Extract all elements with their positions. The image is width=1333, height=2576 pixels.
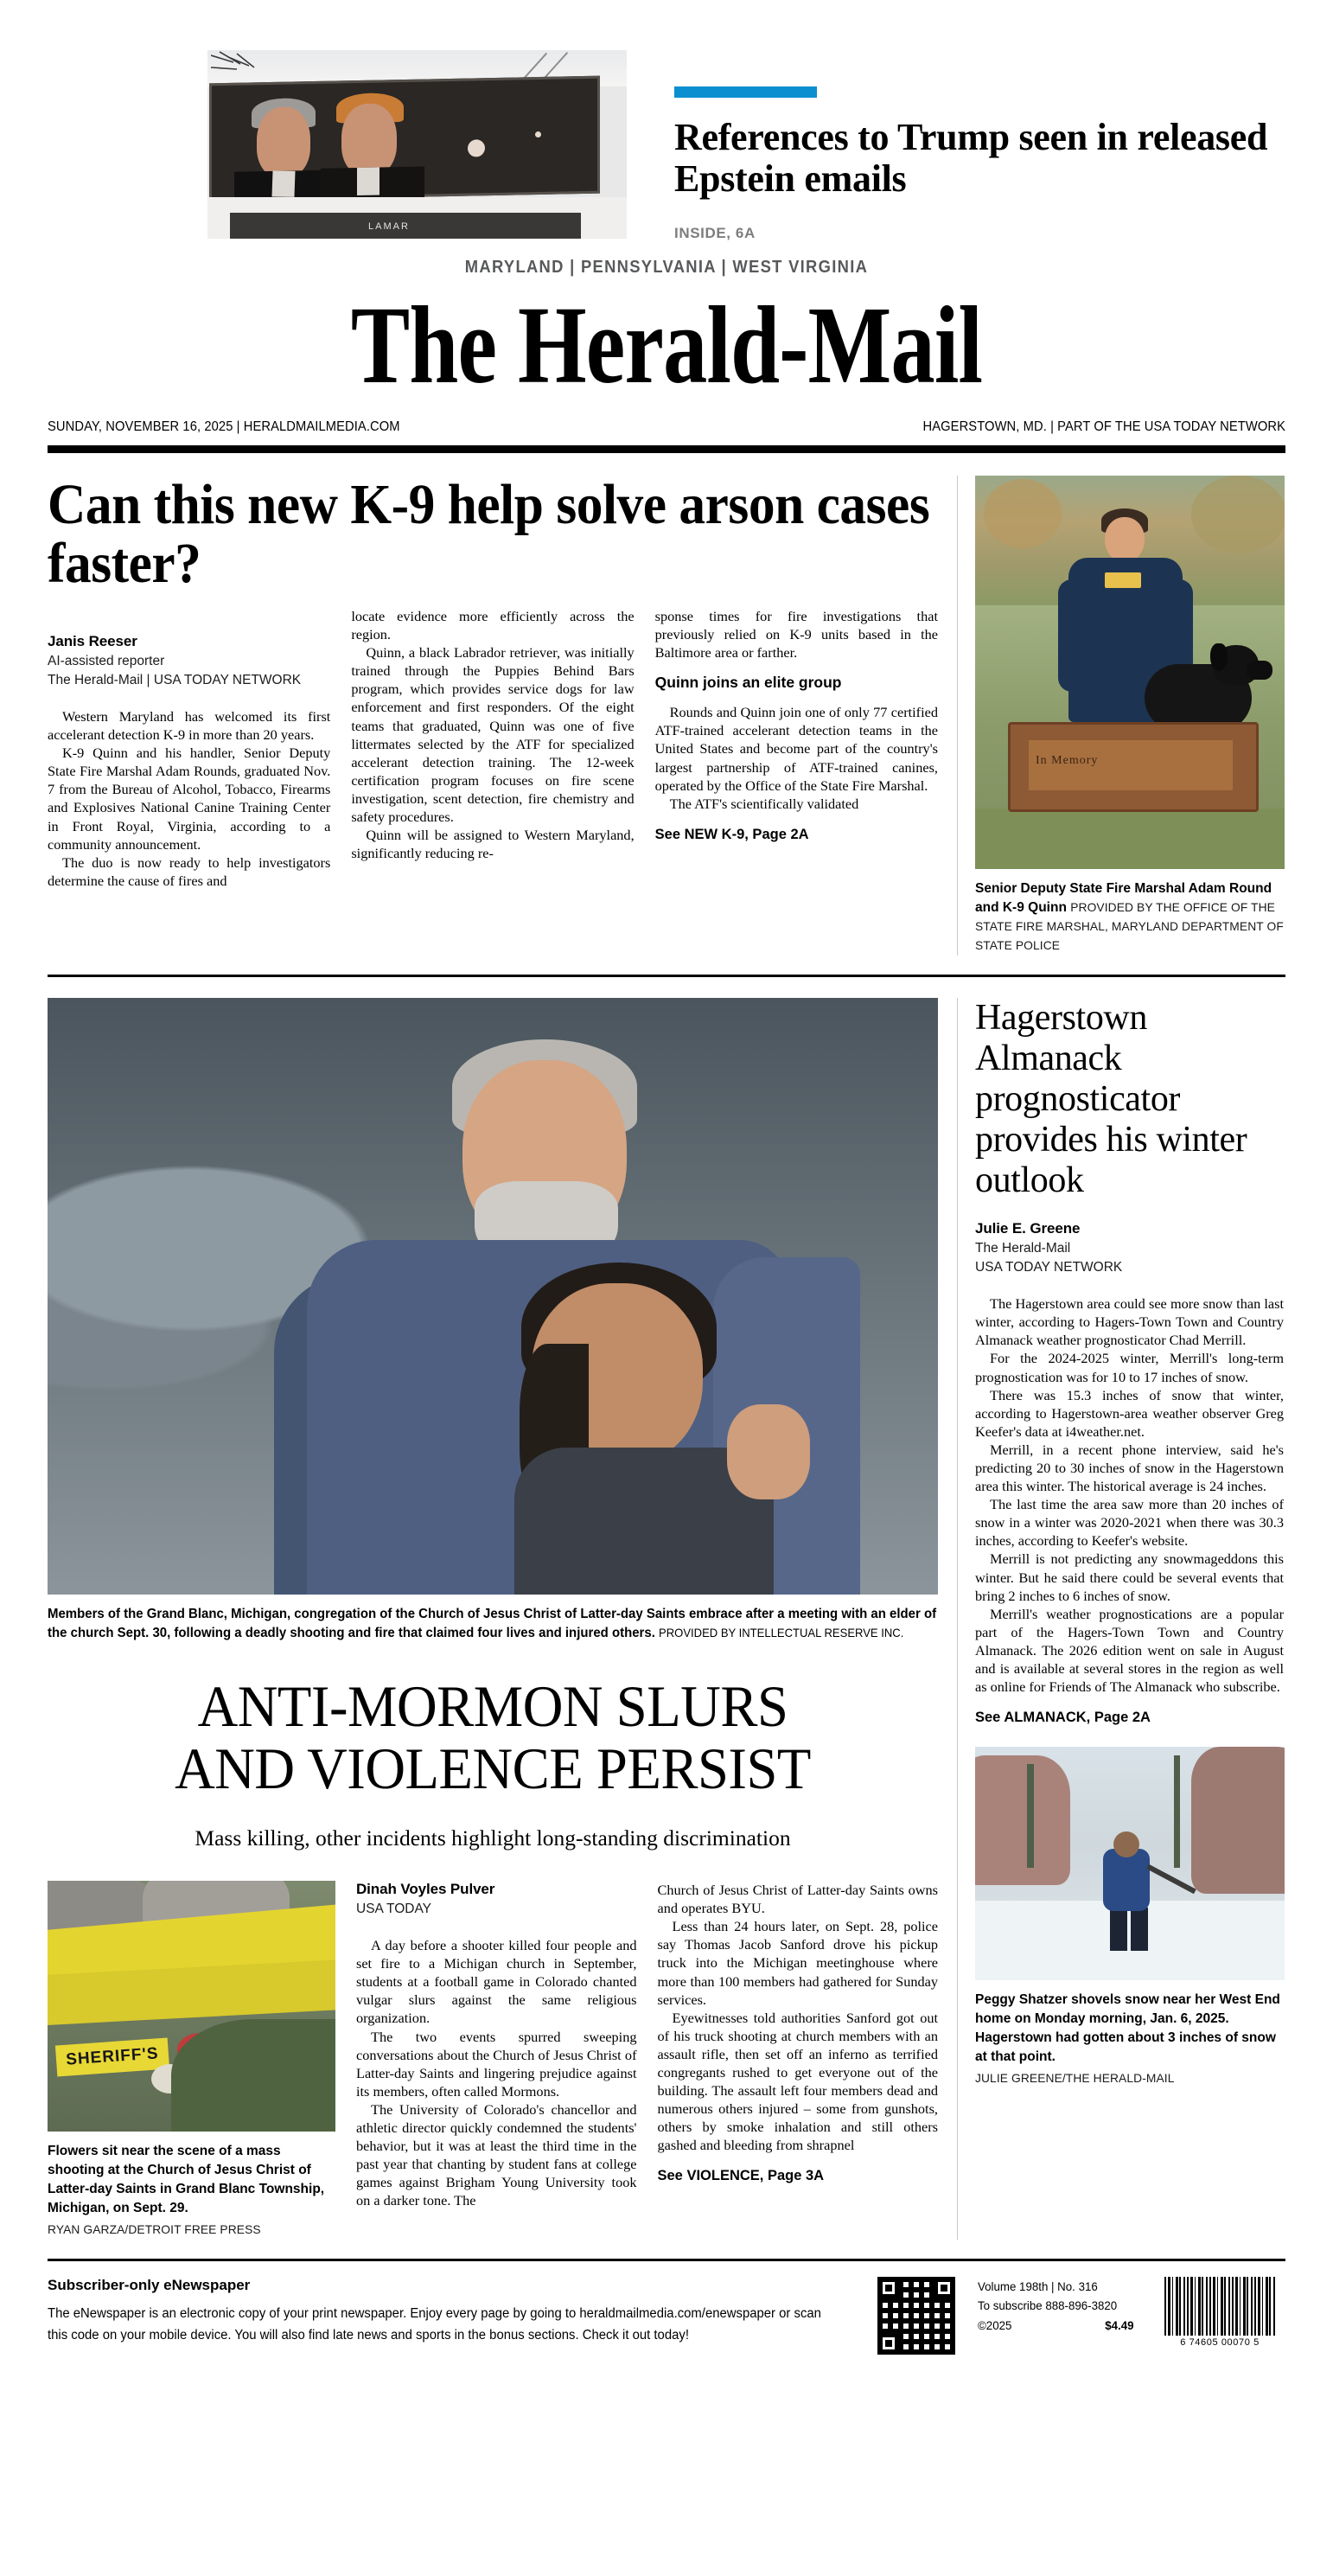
lead-jump-line[interactable]: See NEW K-9, Page 2A — [654, 826, 809, 842]
lead-columns — [48, 607, 938, 890]
lead-headline[interactable]: Can this new K-9 help solve arson cases faster? — [48, 473, 930, 595]
paragraph: Merrill, in a recent phone interview, said he's predicting 20 to 30 inches of snow in the Hagerstown area this winter. The historical average is 24 inches. — [975, 1441, 1284, 1495]
byline-author: Dinah Voyles Pulver — [356, 1881, 495, 1898]
headline-line-1: ANTI-MORMON SLURS — [197, 1672, 788, 1739]
trump-face — [341, 103, 397, 176]
byline — [975, 1220, 1284, 1275]
tree-foliage — [984, 479, 1062, 548]
newspaper-title: The Herald-Mail — [350, 284, 983, 406]
lead-column-2 — [351, 607, 634, 890]
byline-organization: USA TODAY — [356, 1902, 432, 1917]
tree-trunk — [1027, 1764, 1034, 1868]
almanack-body — [975, 1294, 1284, 1696]
byline — [48, 633, 330, 688]
volume-number: Volume 198th | No. 316 — [978, 2279, 1098, 2293]
snow-shovel — [1146, 1864, 1196, 1894]
masthead — [48, 258, 1285, 406]
byline-network: USA TODAY NETWORK — [975, 1260, 1123, 1275]
tree-trunk — [1174, 1755, 1180, 1868]
paragraph: A day before a shooter killed four people and set fire to a Michigan church in September, students at a football game in Colorado chanted vulgar slurs against the same religious organization. — [356, 1937, 637, 2027]
enewspaper-title: Subscriber-only eNewspaper — [48, 2276, 251, 2293]
photo-credit: PROVIDED BY INTELLECTUAL RESERVE INC. — [659, 1627, 904, 1640]
paragraph: Less than 24 hours later, on Sept. 28, police say Thomas Jacob Sanford drove his pickup truck into the Michigan meetinghouse where more than 100 members had gathered for Sunday services. — [657, 1918, 938, 2008]
section-divider-rule — [48, 975, 1285, 977]
footer — [48, 2277, 1285, 2355]
footer-rule — [48, 2259, 1285, 2261]
snow-photo-caption — [975, 1991, 1284, 2067]
newsstand-price: $4.49 — [1105, 2318, 1134, 2333]
qr-finder-pattern — [877, 2277, 900, 2299]
almanack-story — [957, 998, 1284, 2240]
tree-branch-icon — [211, 50, 315, 85]
headline-line-2: AND VIOLENCE PERSIST — [175, 1735, 811, 1801]
masthead-rule — [48, 445, 1285, 453]
rock-formation — [1191, 1747, 1285, 1894]
mormon-story-area — [48, 998, 957, 2240]
lead-column-3 — [655, 607, 938, 890]
lead-story-photo-area — [957, 476, 1284, 956]
photo-credit: PROVIDED BY THE OFFICE OF THE STATE FIRE MARSHAL, MARYLAND DEPARTMENT OF STATE POLICE — [975, 901, 1284, 952]
snow-shoveling-photo — [975, 1747, 1285, 1980]
almanack-headline[interactable]: Hagerstown Almanack prognosticator provides his winter outlook — [975, 998, 1247, 1201]
paragraph: The ATF's scientifically validated — [669, 795, 859, 812]
rock-formation — [975, 1755, 1070, 1885]
coverage-states: MARYLAND | PENNSYLVANIA | WEST VIRGINIA — [464, 258, 869, 277]
barcode-bars — [1164, 2277, 1275, 2336]
photo-credit: JULIE GREENE/THE HERALD-MAIL — [975, 2072, 1175, 2086]
dateline-right: HAGERSTOWN, MD. | PART OF THE USA TODAY NETWORK — [922, 419, 1286, 434]
lead-subhead: Quinn joins an elite group — [654, 674, 842, 692]
mormon-subheadline: Mass killing, other incidents highlight long-standing discrimination — [195, 1825, 791, 1851]
mormon-body-col1 — [356, 1936, 637, 2209]
volume-info — [978, 2277, 1134, 2336]
subscribe-phone: To subscribe 888-896-3820 — [978, 2298, 1118, 2313]
hand — [727, 1404, 810, 1499]
paragraph: Quinn will be assigned to Western Maryland, significantly reducing re- — [351, 827, 635, 862]
leg — [1131, 1908, 1148, 1951]
footer-codes — [877, 2277, 1275, 2355]
snow-ground — [975, 1901, 1285, 1980]
light-spot — [535, 131, 541, 137]
paragraph: Eyewitnesses told authorities Sanford got out of his truck shooting at church members with an assault rifle, then set off an inferno as terrified congregants rushed to get everyone out of the building. The assault left four members dead and numerous others injured – some from gunshots, others by smoke inhalation and still others gashed and bleeding from shrapnel — [657, 2009, 938, 2154]
paragraph: locate evidence more efficiently across the region. — [351, 607, 635, 643]
paragraph: Merrill is not predicting any snowmageddons this winter. But he said there could be several events that bring 2 inches to 6 inches of snow. — [975, 1550, 1284, 1604]
lead-story-text-area — [48, 473, 957, 956]
byline-organization: The Herald-Mail | USA TODAY NETWORK — [48, 672, 302, 687]
billboard-brand-label: LAMAR — [368, 221, 410, 232]
lead-body-col2 — [351, 607, 634, 862]
mormon-photo-column — [48, 1881, 335, 2240]
caption-bold-text: Peggy Shatzer shovels snow near her West End home on Monday morning, Jan. 6, 2025. Hagerstown had gotten about 3 inches of snow at that point. — [975, 1992, 1280, 2065]
paragraph: sponse times for fire investigations that previously relied on K-9 units based in the Baltimore area or farther. — [654, 607, 938, 662]
mormon-body-col2 — [658, 1881, 939, 2154]
billboard-panel — [209, 76, 600, 201]
byline-organization: The Herald-Mail — [975, 1241, 1071, 1256]
byline-author: Julie E. Greene — [975, 1220, 1081, 1237]
paragraph: The Hagerstown area could see more snow than last winter, according to Hagers-Town Town and Country Almanack weather prognosticator Chad Merrill. — [975, 1295, 1284, 1349]
lead-story — [48, 473, 1285, 956]
qr-finder-pattern — [877, 2332, 900, 2355]
fire-marshal-face — [1105, 517, 1145, 562]
teaser-headline[interactable]: References to Trump seen in released Epstein emails — [674, 116, 1268, 201]
mormon-columns — [48, 1881, 938, 2240]
embrace-photo-caption — [48, 1605, 936, 1644]
person-blue-coat — [1103, 1849, 1150, 1911]
sheriff-tape-label: SHERIFF'S — [55, 2038, 169, 2077]
paragraph: There was 15.3 inches of snow that winter, according to Hagerstown-area weather observer Greg Keefer's data at i4weather.net. — [975, 1386, 1284, 1440]
memorial-plaque-text: In Memory — [1036, 754, 1099, 767]
lead-body-col1 — [48, 707, 330, 890]
teaser-text-block — [674, 50, 1285, 242]
mormon-headline[interactable] — [70, 1672, 916, 1801]
caption-bold-text: Flowers sit near the scene of a mass shooting at the Church of Jesus Christ of Latter-day Saints in Grand Blanc Township, Michigan, on Sept. 29. — [48, 2144, 325, 2216]
qr-code[interactable] — [877, 2277, 955, 2355]
mormon-photo-caption — [48, 2142, 335, 2218]
k9-dog-ear — [1210, 643, 1228, 671]
teaser-inside-page-ref: INSIDE, 6A — [674, 224, 756, 241]
mormon-column-2 — [658, 1881, 939, 2240]
copyright-price-row — [978, 2316, 1134, 2336]
paragraph: Merrill's weather prognostications are a popular part of the Hagers-Town Town and Country Almanack. The 2026 edition went on sale in August and is available at several stores in the region as well as online for Friends of The Almanack who subscribe. — [975, 1605, 1284, 1696]
lead-column-1 — [48, 607, 330, 890]
leg — [1110, 1908, 1127, 1951]
teaser-accent-bar — [674, 86, 817, 98]
lead-body-col3 — [655, 607, 938, 662]
barcode-number: 6 74605 00070 5 — [1180, 2336, 1260, 2348]
caption-bold-text: Senior Deputy State Fire Marshal Adam Round and K-9 Quinn — [975, 881, 1272, 915]
memorial-flowers-photo — [48, 1881, 335, 2132]
dateline-left: SUNDAY, NOVEMBER 16, 2025 | HERALDMAILMEDIA.COM — [48, 419, 400, 434]
paragraph: For the 2024-2025 winter, Merrill's long-term prognostication was for 10 to 17 inches of snow. — [975, 1350, 1284, 1385]
byline-author: Janis Reeser — [48, 632, 137, 649]
dateline-bar — [48, 419, 1285, 435]
enewspaper-promo — [48, 2277, 826, 2346]
top-teaser — [48, 0, 1285, 241]
paragraph: The two events spurred sweeping conversations about the Church of Jesus Christ of Latter-day Saints and lingering prejudice against its members, often called Mormons. — [356, 2028, 637, 2100]
paragraph: Rounds and Quinn join one of only 77 certified ATF-trained accelerant detection teams in the United States and become part of the country's largest partnership of ATF-trained canines, operated by the Office of the State Fire Marshal. — [654, 704, 938, 794]
shirt — [357, 168, 379, 195]
foliage — [171, 2019, 335, 2132]
epstein-billboard-photo — [207, 50, 627, 239]
light-spot — [468, 139, 485, 157]
byline-role: AI-assisted reporter — [48, 653, 165, 668]
mormon-column-1 — [356, 1881, 637, 2240]
copyright-notice: ©2025 — [978, 2318, 1012, 2333]
k9-dog-snout — [1247, 661, 1272, 680]
paragraph: K-9 Quinn and his handler, Senior Deputy State Fire Marshal Adam Rounds, graduated Nov. 7 from the Bureau of Alcohol, Tobacco, Firearms and Explosives National Canine Training Center in Front Royal, Virginia, according to a community announcement. — [48, 745, 331, 853]
uniform-patch — [1105, 572, 1141, 588]
paragraph: Church of Jesus Christ of Latter-day Saints owns and operates BYU. — [657, 1882, 938, 1917]
paragraph: The duo is now ready to help investigators determine the cause of fires and — [48, 853, 331, 889]
tree-foliage — [1191, 476, 1285, 553]
paragraph: Western Maryland has welcomed its first accelerant detection K-9 in more than 20 years. — [48, 707, 331, 744]
embrace-photo — [48, 998, 938, 1595]
byline — [356, 1881, 637, 1917]
mormon-jump-line[interactable]: See VIOLENCE, Page 3A — [657, 2168, 825, 2184]
paragraph: The University of Colorado's chancellor and athletic director quickly condemned the students' behavior, but it was at least the third time in the past year that chanting by student fans at college games against Brigham Young University took on a darker tone. The — [356, 2100, 637, 2209]
almanack-jump-line[interactable]: See ALMANACK, Page 2A — [975, 1710, 1151, 1726]
caption-bold-text: Members of the Grand Blanc, Michigan, congregation of the Church of Jesus Christ of Latter-day Saints embrace after a meeting with an elder of the church Sept. 30, following a deadly shooting and fire that claimed four lives and injured others. — [48, 1607, 937, 1641]
middle-section — [48, 998, 1285, 2240]
paragraph: The last time the area saw more than 20 inches of snow in a winter was 2020-2021 when there was 30.3 inches, according to Keefer's website. — [975, 1496, 1284, 1550]
qr-finder-pattern — [933, 2277, 955, 2299]
grass-ground — [975, 809, 1285, 869]
shirt — [271, 170, 295, 196]
paragraph: Quinn, a black Labrador retriever, was initially trained through the Puppies Behind Bars program, which provides service dogs for law enforcement and first responders. Of the eight teams that graduated, Quinn was one of five littermates selected by the ATF for specialized accelerant detection training. The 12-week certification program focuses on fire scene investigation, scent detection, fire chemistry and safety procedures. — [351, 644, 635, 825]
k9-quinn-photo — [975, 476, 1285, 869]
enewspaper-body: The eNewspaper is an electronic copy of your print newspaper. Enjoy every page by going to heraldmailmedia.com/enewspaper or scan this code on your mobile device. You will also find late news and sports in the bonus sections. Check it out today! — [48, 2305, 821, 2343]
billboard-support-beam — [230, 213, 581, 239]
lead-body-col3b — [655, 703, 938, 813]
upc-barcode — [1164, 2277, 1275, 2351]
epstein-face — [257, 106, 310, 178]
k9-photo-caption — [975, 879, 1284, 956]
photo-credit: RYAN GARZA/DETROIT FREE PRESS — [48, 2223, 261, 2237]
